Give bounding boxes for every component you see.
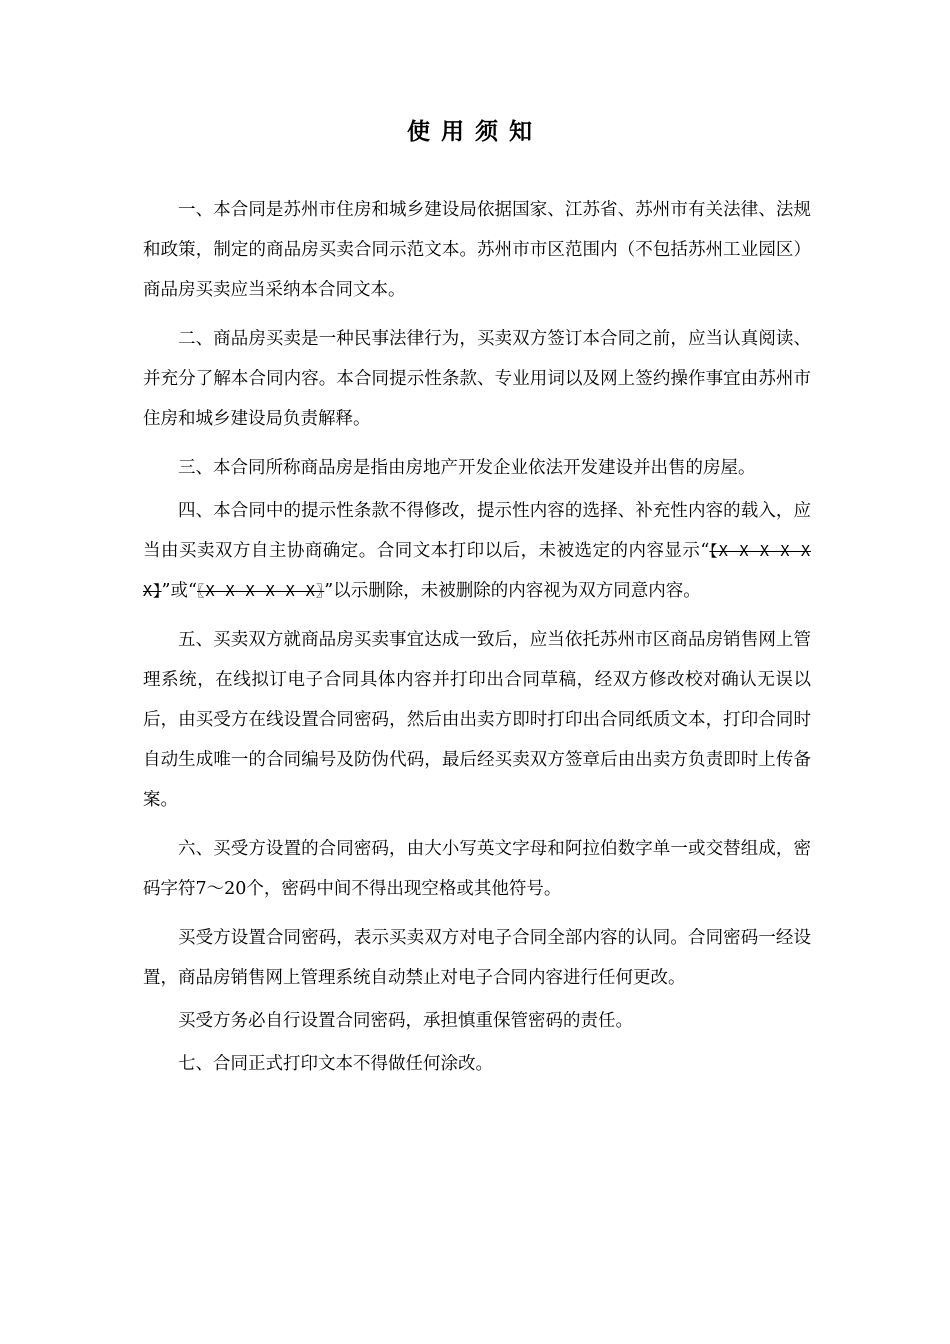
paragraph-4-text-b: ”或“: [161, 581, 197, 601]
paragraph-6: 六、买受方设置的合同密码，由大小写英文字母和阿拉伯数字单一或交替组成，密码字符7～20个，密码中间不得出现空格或其他符号。: [143, 839, 811, 899]
document-body: [143, 190, 811, 1093]
paragraph-4: [143, 491, 811, 611]
paragraph-5: 五、买卖双方就商品房买卖事宜达成一致后，应当依托苏州市区商品房销售网上管理系统，在线拟订电子合同具体内容并打印出合同草稿，经双方修改校对确认无误以后，由买受方在线设置合同密码，然后由出卖方即时打印出合同纸质文本，打印合同时自动生成唯一的合同编号及防伪代码，最后经买卖双方签章后由出卖方负责即时上传备案。: [143, 630, 811, 810]
paragraph-8: 买受方务必自行设置合同密码，承担慎重保管密码的责任。: [178, 1011, 633, 1031]
paragraph-4-text-c: ”以示删除，未被删除的内容视为双方同意内容。: [324, 581, 701, 601]
paragraph-4-text-a: 四、本合同中的提示性条款不得修改，提示性内容的选择、补充性内容的载入，应当由买卖双方自主协商确定。合同文本打印以后，未被选定的内容显示“: [143, 501, 811, 561]
strikethrough-mark-1: 【X X X X X X】: [143, 542, 812, 600]
paragraph-9: 七、合同正式打印文本不得做任何涂改。: [178, 1054, 493, 1074]
paragraph-2: 二、商品房买卖是一种民事法律行为，买卖双方签订本合同之前，应当认真阅读、并充分了解本合同内容。本合同提示性条款、专业用词以及网上签约操作事宜由苏州市住房和城乡建设局负责解释。: [143, 329, 811, 429]
document-title: 使用须知: [407, 119, 543, 145]
strikethrough-mark-2: 〖X X X X X X〗: [196, 582, 325, 600]
paragraph-3: 三、本合同所称商品房是指由房地产开发企业依法开发建设并出售的房屋。: [178, 458, 756, 478]
paragraph-1: 一、本合同是苏州市住房和城乡建设局依据国家、江苏省、苏州市有关法律、法规和政策，制定的商品房买卖合同示范文本。苏州市市区范围内（不包括苏州工业园区）商品房买卖应当采纳本合同文本。: [143, 200, 811, 300]
paragraph-7: 买受方设置合同密码，表示买卖双方对电子合同全部内容的认同。合同密码一经设置，商品房销售网上管理系统自动禁止对电子合同内容进行任何更改。: [143, 928, 811, 988]
